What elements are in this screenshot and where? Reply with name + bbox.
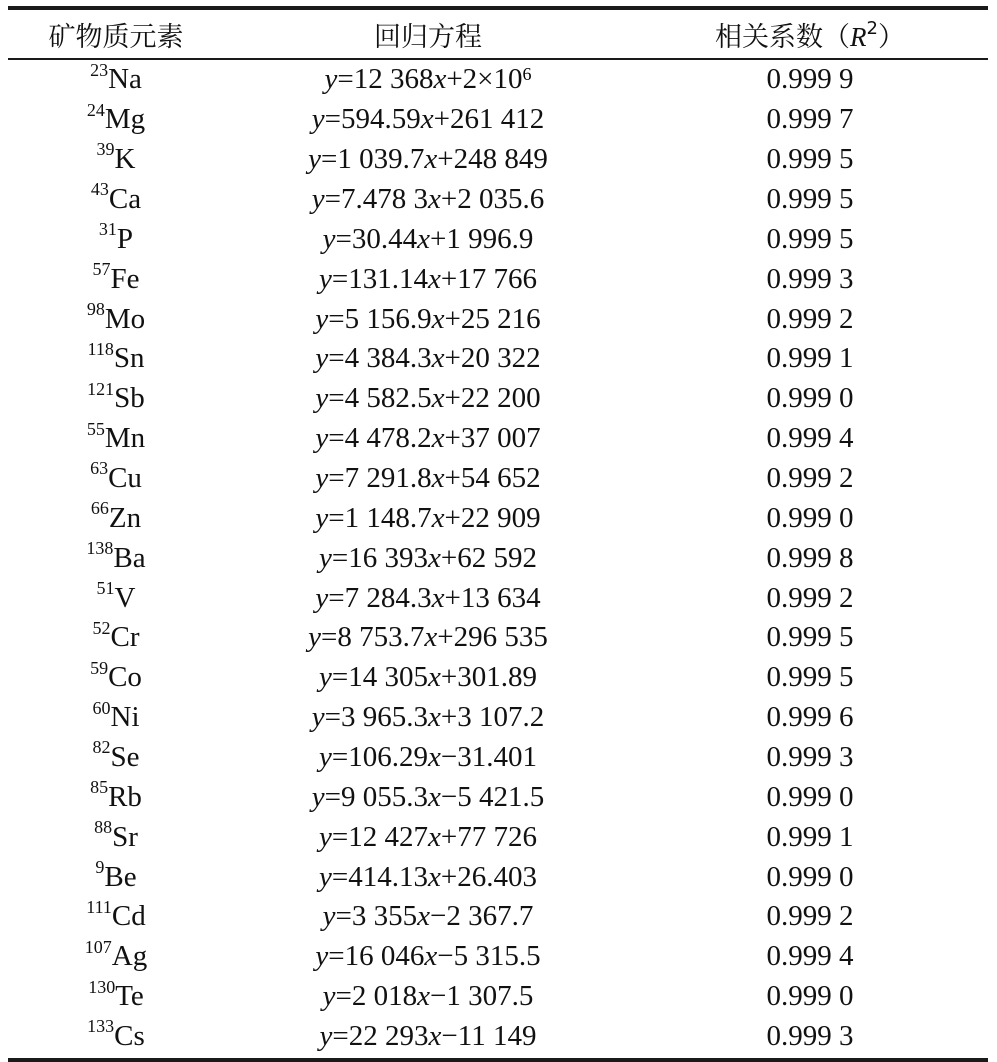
element-label <box>88 976 144 1013</box>
regression-equation: y=7 284.3x+13 634 <box>315 581 541 614</box>
mass-number: 24 <box>86 99 105 120</box>
equation-cell <box>224 223 632 256</box>
element-cell <box>8 657 224 694</box>
element-symbol: Cu <box>108 462 142 495</box>
r2-cell <box>632 980 988 1013</box>
mass-number: 133 <box>87 1016 115 1037</box>
element-symbol: Rb <box>108 780 142 813</box>
element-label <box>94 817 138 853</box>
element-label <box>98 219 134 255</box>
table-row <box>8 897 988 937</box>
element-cell <box>8 219 224 256</box>
regression-equation: y=8 753.7x+296 535 <box>308 621 548 654</box>
element-symbol: V <box>114 581 136 614</box>
correlation-coefficient: 0.999 0 <box>766 501 854 534</box>
r2-cell <box>632 223 988 256</box>
table-row <box>8 1017 988 1057</box>
table-row <box>8 698 988 738</box>
regression-equation: y=2 018x−1 307.5 <box>322 980 534 1013</box>
element-label <box>87 1016 145 1053</box>
element-label <box>86 896 146 933</box>
header-equation: 回归方程 <box>374 21 482 53</box>
element-label <box>84 936 148 973</box>
element-label <box>96 139 136 176</box>
header-r2-cell <box>632 15 988 54</box>
r2-cell <box>632 701 988 734</box>
equation-cell <box>224 980 632 1013</box>
r2-cell <box>632 103 988 136</box>
element-symbol: Sn <box>113 342 145 375</box>
table-row <box>8 299 988 339</box>
correlation-coefficient: 0.999 4 <box>766 422 854 455</box>
correlation-coefficient: 0.999 5 <box>766 661 854 694</box>
header-element: 矿物质元素 <box>48 21 184 53</box>
table-row <box>8 777 988 817</box>
mass-number: 66 <box>90 498 109 519</box>
correlation-coefficient: 0.999 3 <box>766 262 854 295</box>
table-row <box>8 140 988 180</box>
mass-number: 31 <box>98 219 117 240</box>
correlation-coefficient: 0.999 7 <box>766 103 854 136</box>
correlation-coefficient: 0.999 0 <box>766 860 854 893</box>
regression-equation: y=14 305x+301.89 <box>319 661 537 694</box>
header-r2-suffix: ） <box>877 21 905 53</box>
element-symbol: K <box>114 143 136 176</box>
r2-cell <box>632 303 988 336</box>
mass-number: 59 <box>90 657 109 678</box>
element-symbol: P <box>116 222 134 255</box>
regression-equation: y=4 384.3x+20 322 <box>315 342 541 375</box>
element-cell <box>8 418 224 455</box>
correlation-coefficient: 0.999 5 <box>766 183 854 215</box>
equation-cell <box>224 741 632 774</box>
correlation-coefficient: 0.999 5 <box>766 222 854 255</box>
r2-cell <box>632 582 988 615</box>
element-label <box>96 577 136 614</box>
r2-cell <box>632 143 988 176</box>
element-cell <box>8 498 224 535</box>
element-cell <box>8 458 224 495</box>
mass-number: 88 <box>94 817 113 838</box>
element-cell <box>8 896 224 933</box>
regression-equation: y=7.478 3x+2 035.6 <box>311 183 545 215</box>
r2-cell <box>632 741 988 774</box>
equation-cell <box>224 940 632 973</box>
mass-number: 51 <box>96 577 115 598</box>
equation-cell <box>224 63 632 96</box>
equation-cell <box>224 861 632 894</box>
table-row <box>8 658 988 698</box>
table-row <box>8 817 988 857</box>
r2-cell <box>632 661 988 694</box>
element-cell <box>8 1016 224 1053</box>
regression-equation: y=414.13x+26.403 <box>319 860 537 893</box>
table-row <box>8 100 988 140</box>
table-row <box>8 60 988 100</box>
element-symbol: Zn <box>108 501 142 534</box>
r2-cell <box>632 900 988 933</box>
correlation-coefficient: 0.999 3 <box>766 1020 854 1053</box>
element-cell <box>8 697 224 734</box>
element-symbol: Mg <box>104 103 146 136</box>
element-cell <box>8 737 224 774</box>
r2-cell <box>632 861 988 894</box>
regression-equation: y=106.29x−31.401 <box>319 741 537 774</box>
equation-cell <box>224 542 632 575</box>
element-label <box>86 99 146 136</box>
table-row <box>8 419 988 459</box>
header-r2-var: R <box>850 21 867 52</box>
correlation-coefficient: 0.999 6 <box>766 701 854 734</box>
element-cell <box>8 577 224 615</box>
correlation-coefficient: 0.999 2 <box>766 462 854 495</box>
element-symbol: Ag <box>111 940 148 973</box>
mass-number: 98 <box>86 298 105 319</box>
element-label <box>90 657 142 694</box>
element-cell <box>8 817 224 854</box>
correlation-coefficient: 0.999 1 <box>766 820 854 853</box>
element-cell <box>8 179 224 216</box>
equation-cell <box>224 502 632 535</box>
equation-cell <box>224 582 632 615</box>
element-cell <box>8 856 224 894</box>
element-label <box>92 737 140 774</box>
table-row <box>8 618 988 658</box>
mass-number: 118 <box>87 338 114 359</box>
element-label <box>90 458 142 495</box>
equation-exponent: 6 <box>522 64 532 85</box>
equation-cell <box>224 900 632 933</box>
table-row <box>8 857 988 897</box>
r2-cell <box>632 342 988 375</box>
element-cell <box>8 139 224 176</box>
regression-equation: y=12 368x+2×10 <box>324 63 523 96</box>
element-cell <box>8 617 224 654</box>
equation-cell <box>224 781 632 814</box>
correlation-coefficient: 0.999 5 <box>766 621 854 654</box>
mass-number: 111 <box>86 896 112 917</box>
correlation-coefficient: 0.999 2 <box>766 581 854 614</box>
equation-cell <box>224 183 632 216</box>
regression-equation: y=12 427x+77 726 <box>319 820 537 853</box>
correlation-coefficient: 0.999 4 <box>766 940 854 973</box>
mass-number: 130 <box>88 976 116 997</box>
mass-number: 82 <box>92 737 111 758</box>
table-row <box>8 379 988 419</box>
regression-equation: y=3 965.3x+3 107.2 <box>311 701 545 734</box>
equation-cell <box>224 263 632 296</box>
correlation-coefficient: 0.999 0 <box>766 980 854 1013</box>
header-r2 <box>715 17 905 53</box>
correlation-coefficient: 0.999 2 <box>766 900 854 933</box>
header-element-cell <box>8 15 224 54</box>
element-cell <box>8 338 224 375</box>
element-symbol: Cd <box>111 900 146 933</box>
correlation-coefficient: 0.999 8 <box>766 541 854 574</box>
table-row <box>8 738 988 778</box>
element-symbol: Ni <box>110 701 140 734</box>
element-symbol: Se <box>110 741 140 774</box>
element-label <box>87 378 145 415</box>
equation-cell <box>224 1020 632 1053</box>
equation-cell <box>224 382 632 415</box>
mass-number: 60 <box>92 697 111 718</box>
element-label <box>86 418 146 455</box>
regression-table <box>8 6 988 1062</box>
correlation-coefficient: 0.999 3 <box>766 741 854 774</box>
regression-equation: y=5 156.9x+25 216 <box>315 302 541 335</box>
mass-number: 43 <box>90 179 109 200</box>
r2-cell <box>632 422 988 455</box>
correlation-coefficient: 0.999 0 <box>766 382 854 415</box>
element-symbol: Sb <box>114 382 145 415</box>
element-symbol: Mn <box>104 422 146 455</box>
element-cell <box>8 259 224 296</box>
mass-number: 138 <box>86 538 114 559</box>
header-row <box>8 10 988 58</box>
table-row <box>8 259 988 299</box>
r2-cell <box>632 1020 988 1053</box>
equation-cell <box>224 342 632 375</box>
correlation-coefficient: 0.999 2 <box>766 302 854 335</box>
r2-cell <box>632 382 988 415</box>
element-cell <box>8 976 224 1013</box>
table-row <box>8 339 988 379</box>
element-label <box>90 179 142 215</box>
equation-cell <box>224 621 632 654</box>
mass-number: 52 <box>92 617 111 638</box>
regression-equation: y=22 293x−11 149 <box>319 1020 537 1053</box>
element-label <box>90 777 142 813</box>
r2-cell <box>632 183 988 216</box>
table-row <box>8 180 988 220</box>
equation-cell <box>224 701 632 734</box>
equation-cell <box>224 422 632 455</box>
regression-equation: y=30.44x+1 996.9 <box>322 222 534 255</box>
element-label <box>86 298 146 335</box>
mass-number: 121 <box>87 378 115 399</box>
element-label <box>90 59 142 96</box>
mass-number: 9 <box>95 856 105 877</box>
regression-equation: y=4 478.2x+37 007 <box>315 422 541 455</box>
element-cell <box>8 538 224 575</box>
element-cell <box>8 378 224 415</box>
regression-equation: y=594.59x+261 412 <box>311 103 545 136</box>
correlation-coefficient: 0.999 1 <box>766 342 854 375</box>
correlation-coefficient: 0.999 9 <box>766 63 854 96</box>
regression-equation: y=7 291.8x+54 652 <box>315 462 541 495</box>
equation-cell <box>224 143 632 176</box>
table-row <box>8 459 988 499</box>
element-symbol: Cs <box>114 1020 145 1053</box>
correlation-coefficient: 0.999 0 <box>766 780 854 813</box>
element-symbol: Fe <box>110 262 140 295</box>
equation-cell <box>224 103 632 136</box>
table-row <box>8 538 988 578</box>
mass-number: 55 <box>86 418 105 439</box>
element-label <box>92 697 140 734</box>
header-r2-prefix: 相关系数（ <box>715 21 851 53</box>
mass-number: 57 <box>92 259 111 280</box>
table-row <box>8 219 988 259</box>
equation-cell <box>224 462 632 495</box>
mass-number: 39 <box>96 139 115 160</box>
element-cell <box>8 59 224 96</box>
r2-cell <box>632 502 988 535</box>
element-symbol: Ca <box>108 183 142 215</box>
regression-equation: y=16 393x+62 592 <box>319 541 537 574</box>
regression-equation: y=131.14x+17 766 <box>319 262 537 295</box>
element-symbol: Ba <box>113 541 146 574</box>
element-cell <box>8 99 224 136</box>
r2-cell <box>632 781 988 814</box>
header-equation-cell <box>224 15 632 54</box>
r2-cell <box>632 462 988 495</box>
table-row <box>8 977 988 1017</box>
r2-cell <box>632 542 988 575</box>
element-cell <box>8 298 224 336</box>
regression-equation: y=1 148.7x+22 909 <box>315 501 541 534</box>
bottom-rule <box>8 1058 988 1062</box>
element-symbol: Te <box>115 980 144 1013</box>
element-label <box>87 338 145 375</box>
element-symbol: Mo <box>104 302 146 335</box>
equation-cell <box>224 303 632 336</box>
regression-equation: y=4 582.5x+22 200 <box>315 382 541 415</box>
element-symbol: Na <box>108 63 142 96</box>
r2-cell <box>632 263 988 296</box>
table-row <box>8 578 988 618</box>
mass-number: 63 <box>90 458 109 479</box>
regression-equation: y=1 039.7x+248 849 <box>308 143 548 176</box>
element-symbol: Cr <box>110 621 140 654</box>
regression-equation: y=9 055.3x−5 421.5 <box>311 780 545 813</box>
element-label <box>92 617 140 654</box>
mass-number: 107 <box>84 936 112 957</box>
element-label <box>90 498 142 534</box>
table-body <box>8 60 988 1056</box>
element-label <box>86 538 146 574</box>
element-symbol: Co <box>108 661 142 694</box>
r2-cell <box>632 821 988 854</box>
equation-cell <box>224 821 632 854</box>
element-cell <box>8 936 224 973</box>
r2-cell <box>632 621 988 654</box>
element-cell <box>8 777 224 814</box>
element-label <box>95 856 137 893</box>
equation-cell <box>224 661 632 694</box>
element-label <box>92 259 140 295</box>
mass-number: 85 <box>90 777 109 798</box>
regression-equation: y=16 046x−5 315.5 <box>315 940 541 973</box>
table-row <box>8 937 988 977</box>
element-symbol: Be <box>104 860 137 893</box>
mass-number: 23 <box>90 59 109 80</box>
table-row <box>8 498 988 538</box>
r2-cell <box>632 63 988 96</box>
regression-equation: y=3 355x−2 367.7 <box>322 900 534 933</box>
correlation-coefficient: 0.999 5 <box>766 143 854 176</box>
header-r2-exp: 2 <box>866 17 878 39</box>
element-symbol: Sr <box>112 820 138 853</box>
r2-cell <box>632 940 988 973</box>
